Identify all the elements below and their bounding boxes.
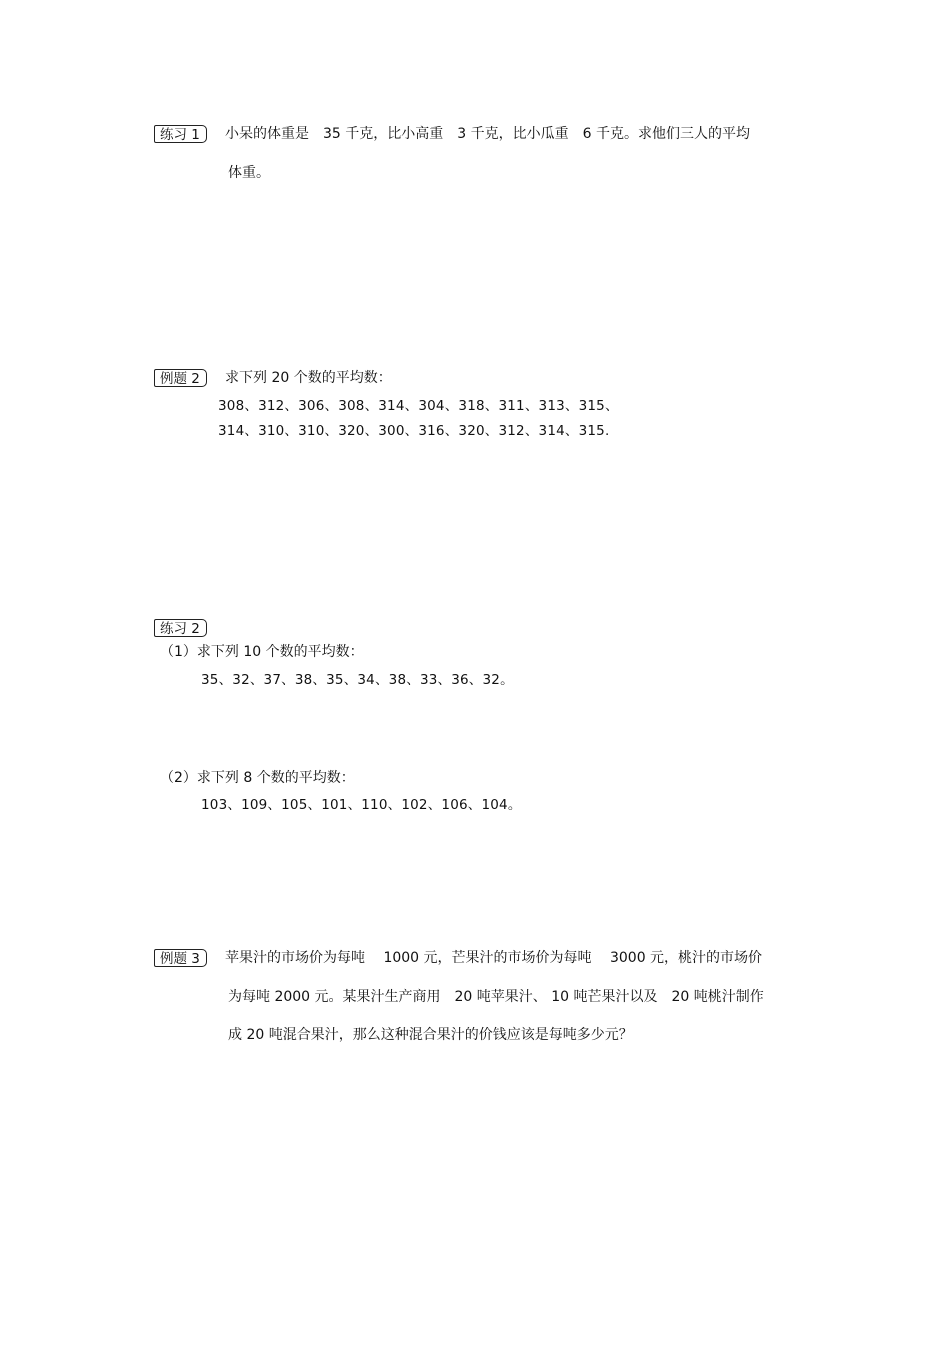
example-2-numbers-row-2: 314、310、310、320、300、316、320、312、314、315. <box>218 423 610 439</box>
example-3-text-line-1: 苹果汁的市场价为每吨 1000 元，芒果汁的市场价为每吨 3000 元，桃汁的市场价 <box>225 950 763 966</box>
example-3-label: 例题 3 <box>154 949 207 967</box>
example-2-prompt: 求下列 20 个数的平均数： <box>225 370 392 386</box>
practice-2-question-1-prompt: （1）求下列 10 个数的平均数： <box>160 644 364 660</box>
example-2-label: 例题 2 <box>154 369 207 387</box>
practice-2-question-2-prompt: （2）求下列 8 个数的平均数： <box>160 770 355 786</box>
practice-1-text-line-1: 小呆的体重是 35 千克，比小高重 3 千克，比小瓜重 6 千克。求他们三人的平均 <box>225 126 750 142</box>
practice-2-question-2-numbers: 103、109、105、101、110、102、106、104。 <box>201 797 522 813</box>
practice-1-text-line-2: 体重。 <box>228 165 270 181</box>
example-3-text-line-2: 为每吨 2000 元。某果汁生产商用 20 吨苹果汁、 10 吨芒果汁以及 20 吨桃汁制作 <box>228 989 764 1005</box>
practice-1-label: 练习 1 <box>154 125 207 143</box>
example-2-numbers-row-1: 308、312、306、308、314、304、318、311、313、315、 <box>218 398 619 414</box>
practice-2-label: 练习 2 <box>154 619 207 637</box>
example-3-text-line-3: 成 20 吨混合果汁，那么这种混合果汁的价钱应该是每吨多少元？ <box>228 1027 633 1043</box>
practice-2-question-1-numbers: 35、32、37、38、35、34、38、33、36、32。 <box>201 672 514 688</box>
